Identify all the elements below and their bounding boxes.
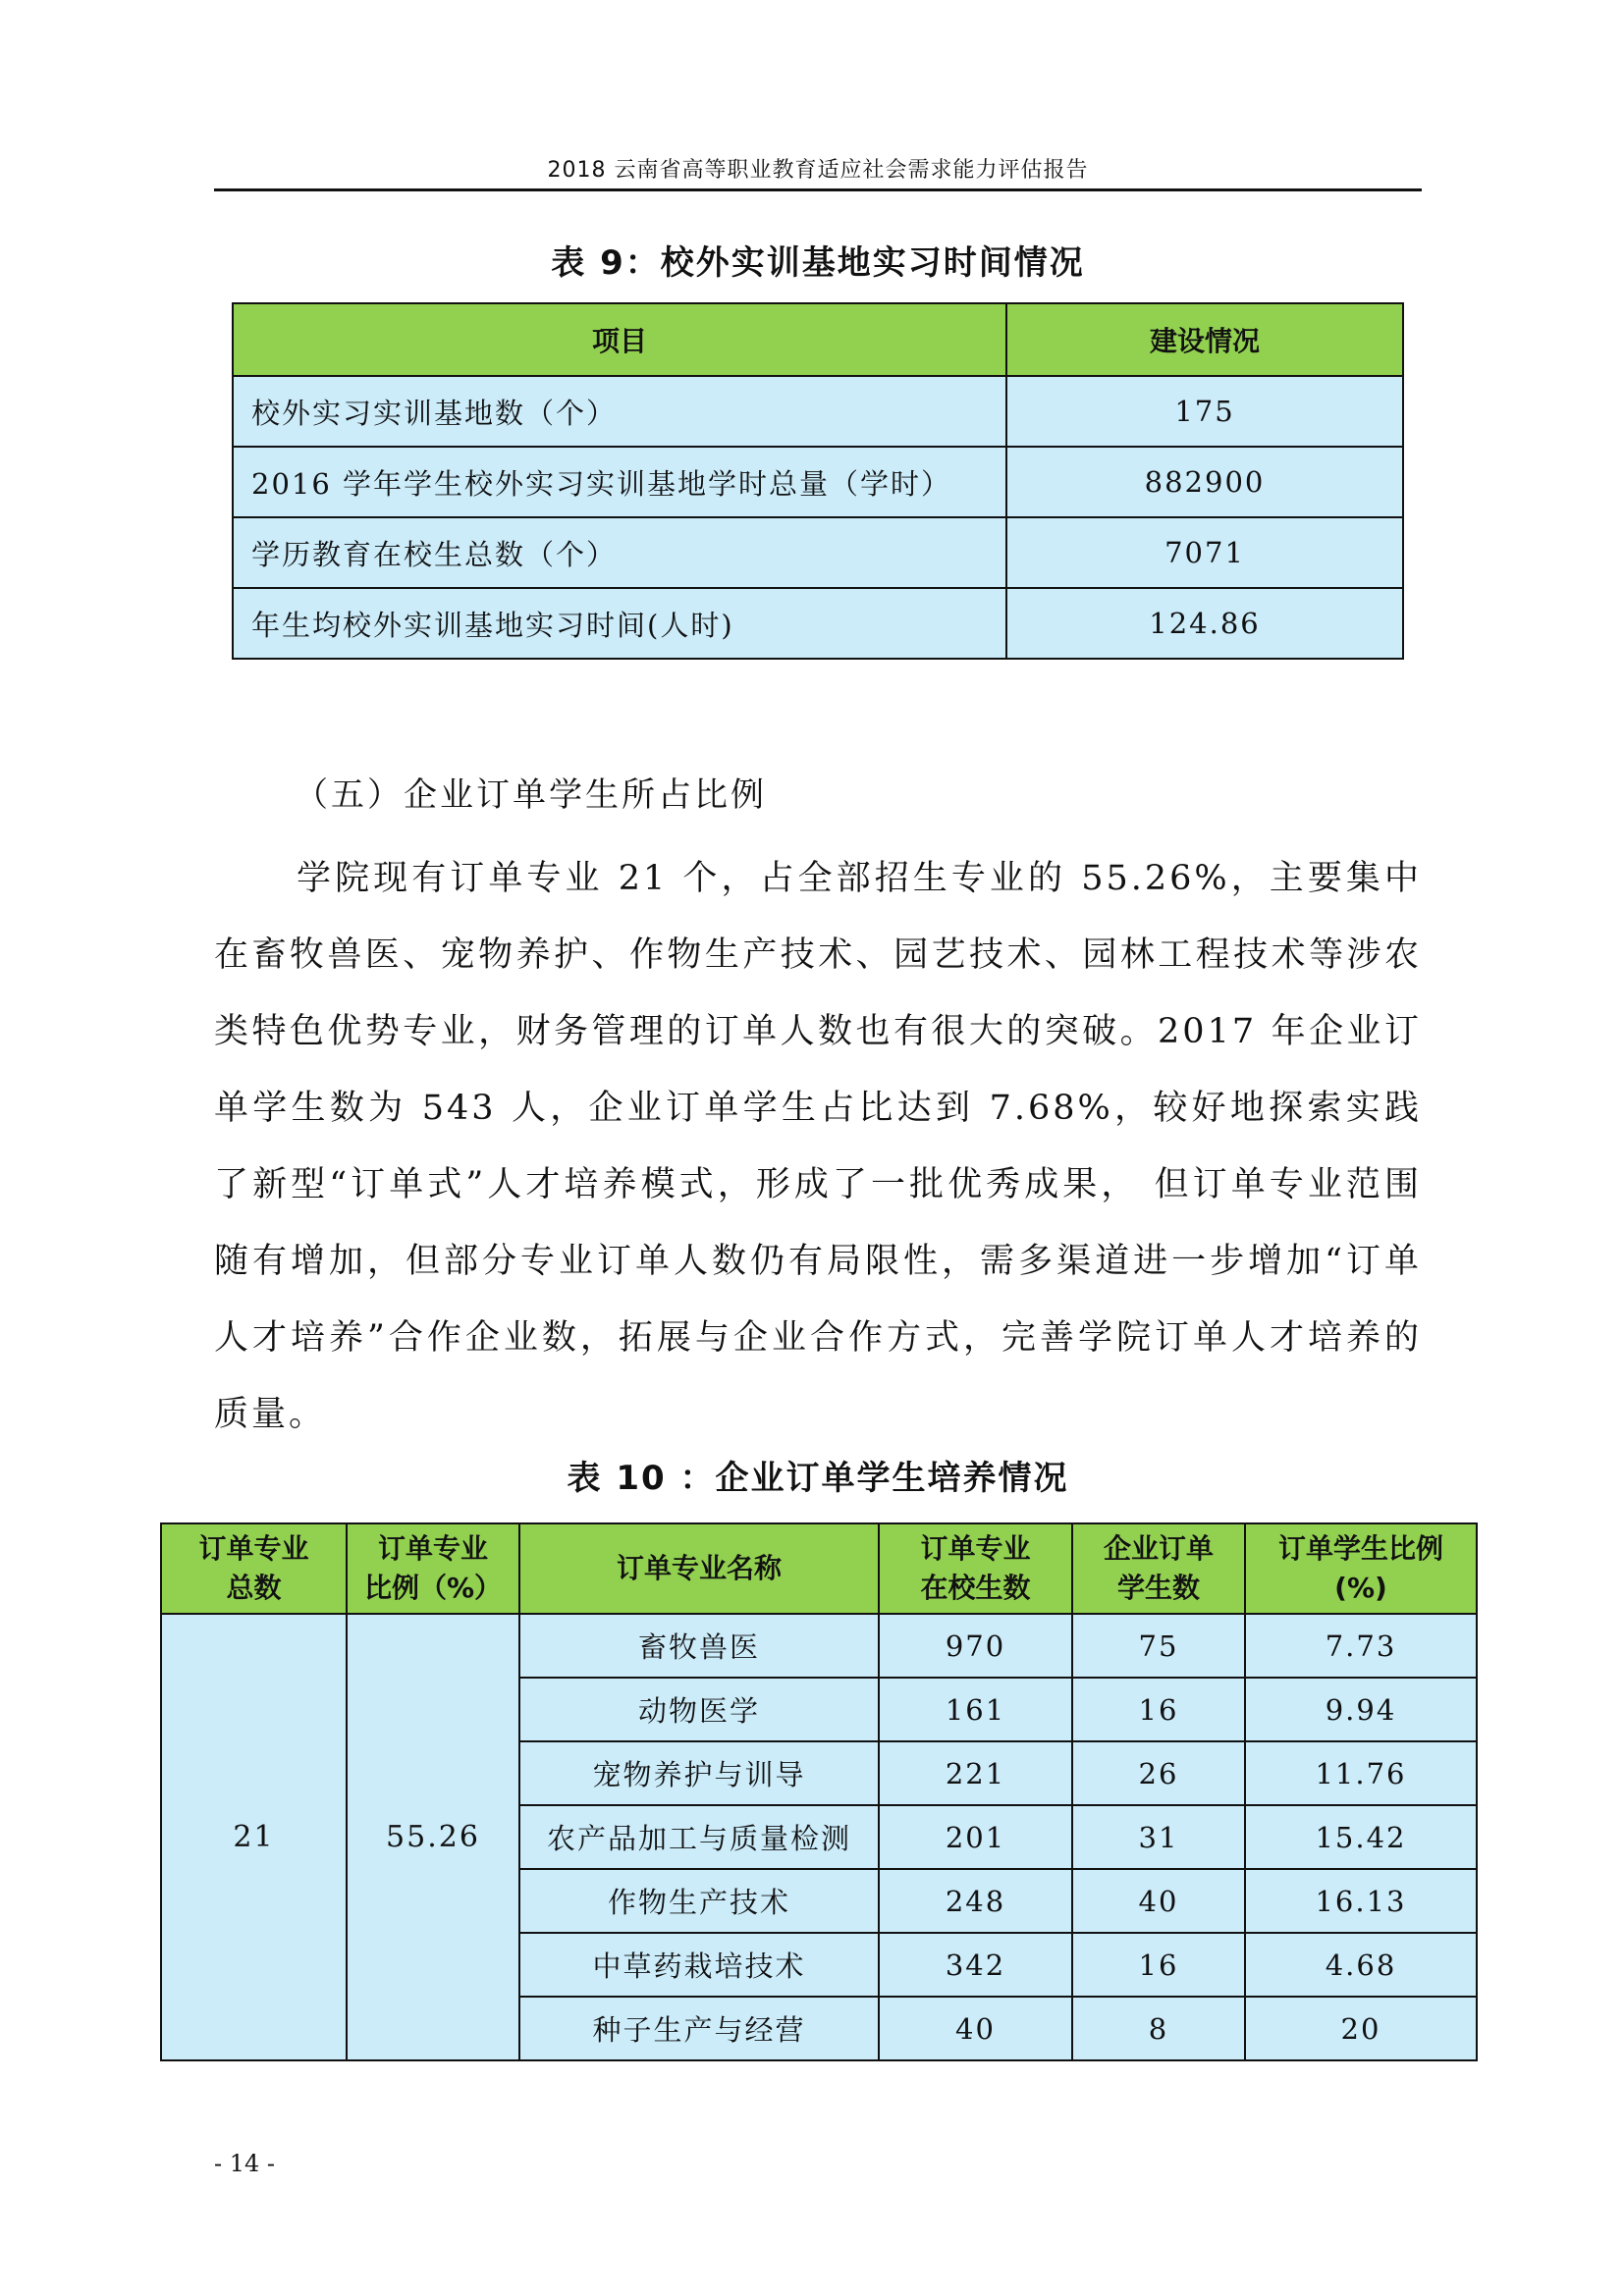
section-heading: （五）企业订单学生所占比例 xyxy=(295,775,767,815)
table9-item-cell: 2016 学年学生校外实习实训基地学时总量（学时） xyxy=(233,447,1006,517)
major-name-cell: 畜牧兽医 xyxy=(519,1614,879,1678)
major-name-cell: 种子生产与经营 xyxy=(519,1997,879,2060)
header-line: 订单专业 xyxy=(198,1532,309,1565)
table10 xyxy=(160,1522,1478,2061)
header-divider xyxy=(214,188,1422,191)
table-row xyxy=(161,1614,1477,1678)
table10-header-total xyxy=(161,1523,347,1614)
pct-cell: 9.94 xyxy=(1245,1678,1477,1741)
table10-header-students xyxy=(1072,1523,1245,1614)
ratio-cell: 55.26 xyxy=(347,1614,519,2060)
order-students-cell: 16 xyxy=(1072,1678,1245,1741)
table9-value-cell: 7071 xyxy=(1006,517,1403,588)
table10-header-ratio xyxy=(347,1523,519,1614)
table9-item-cell: 年生均校外实训基地实习时间(人时) xyxy=(233,588,1006,659)
table9-caption: 表 9：校外实训基地实习时间情况 xyxy=(551,243,1085,283)
order-students-cell: 26 xyxy=(1072,1741,1245,1805)
table9-value-cell: 175 xyxy=(1006,376,1403,447)
major-name-cell: 农产品加工与质量检测 xyxy=(519,1805,879,1869)
table10-header-enrolled xyxy=(879,1523,1072,1614)
header-line: (%) xyxy=(1334,1572,1387,1604)
pct-cell: 11.76 xyxy=(1245,1741,1477,1805)
table-row xyxy=(233,447,1403,517)
table9-header-row xyxy=(233,303,1403,376)
pct-cell: 7.73 xyxy=(1245,1614,1477,1678)
table-row xyxy=(233,376,1403,447)
pct-cell: 4.68 xyxy=(1245,1933,1477,1997)
order-students-cell: 16 xyxy=(1072,1933,1245,1997)
enrolled-cell: 161 xyxy=(879,1678,1072,1741)
table10-header-pct xyxy=(1245,1523,1477,1614)
body-paragraph: 学院现有订单专业 21 个，占全部招生专业的 55.26%，主要集中在畜牧兽医、宠物养护、作物生产技术、园艺技术、园林工程技术等涉农类特色优势专业，财务管理的订单人数也有很大的突破。2017 年企业订单学生数为 543 人，企业订单学生占比达到 7.68%，较好地探索实践了新型“订单式”人才培养模式，形成了一批优秀成果， 但订单专业范围随有增加，但部分专业订单人数仍有局限性，需多渠道进一步增加“订单人才培养”合作企业数，拓展与企业合作方式，完善学院订单人才培养的质量。 xyxy=(214,859,1422,1434)
enrolled-cell: 40 xyxy=(879,1997,1072,2060)
header-line: 学生数 xyxy=(1116,1572,1200,1604)
table9-item-cell: 学历教育在校生总数（个） xyxy=(233,517,1006,588)
enrolled-cell: 201 xyxy=(879,1805,1072,1869)
enrolled-cell: 248 xyxy=(879,1869,1072,1933)
order-students-cell: 31 xyxy=(1072,1805,1245,1869)
table9-value-cell: 124.86 xyxy=(1006,588,1403,659)
major-name-cell: 宠物养护与训导 xyxy=(519,1741,879,1805)
table9 xyxy=(232,302,1404,660)
enrolled-cell: 970 xyxy=(879,1614,1072,1678)
table-row xyxy=(233,517,1403,588)
major-name-cell: 中草药栽培技术 xyxy=(519,1933,879,1997)
enrolled-cell: 221 xyxy=(879,1741,1072,1805)
header-line: 订单专业 xyxy=(920,1532,1031,1565)
table9-item-cell: 校外实习实训基地数（个） xyxy=(233,376,1006,447)
order-students-cell: 75 xyxy=(1072,1614,1245,1678)
table10-header-row xyxy=(161,1523,1477,1614)
pct-cell: 16.13 xyxy=(1245,1869,1477,1933)
header-line: 企业订单 xyxy=(1103,1532,1214,1565)
header-line: 比例（%） xyxy=(363,1572,503,1604)
table10-header-name xyxy=(519,1523,879,1614)
table9-header-item: 项目 xyxy=(233,303,1006,376)
major-name-cell: 动物医学 xyxy=(519,1678,879,1741)
page-header: 2018 云南省高等职业教育适应社会需求能力评估报告 xyxy=(547,158,1089,183)
table-row xyxy=(233,588,1403,659)
table9-header-value: 建设情况 xyxy=(1006,303,1403,376)
header-line: 订单学生比例 xyxy=(1277,1532,1443,1565)
page-number: - 14 - xyxy=(214,2150,276,2177)
header-line: 订单专业 xyxy=(377,1532,488,1565)
total-cell: 21 xyxy=(161,1614,347,2060)
enrolled-cell: 342 xyxy=(879,1933,1072,1997)
order-students-cell: 40 xyxy=(1072,1869,1245,1933)
header-line: 在校生数 xyxy=(920,1572,1031,1604)
pct-cell: 15.42 xyxy=(1245,1805,1477,1869)
header-line: 订单专业名称 xyxy=(616,1552,782,1584)
major-name-cell: 作物生产技术 xyxy=(519,1869,879,1933)
table9-value-cell: 882900 xyxy=(1006,447,1403,517)
order-students-cell: 8 xyxy=(1072,1997,1245,2060)
table10-caption: 表 10 ：企业订单学生培养情况 xyxy=(567,1459,1069,1498)
pct-cell: 20 xyxy=(1245,1997,1477,2060)
header-line: 总数 xyxy=(226,1572,282,1604)
